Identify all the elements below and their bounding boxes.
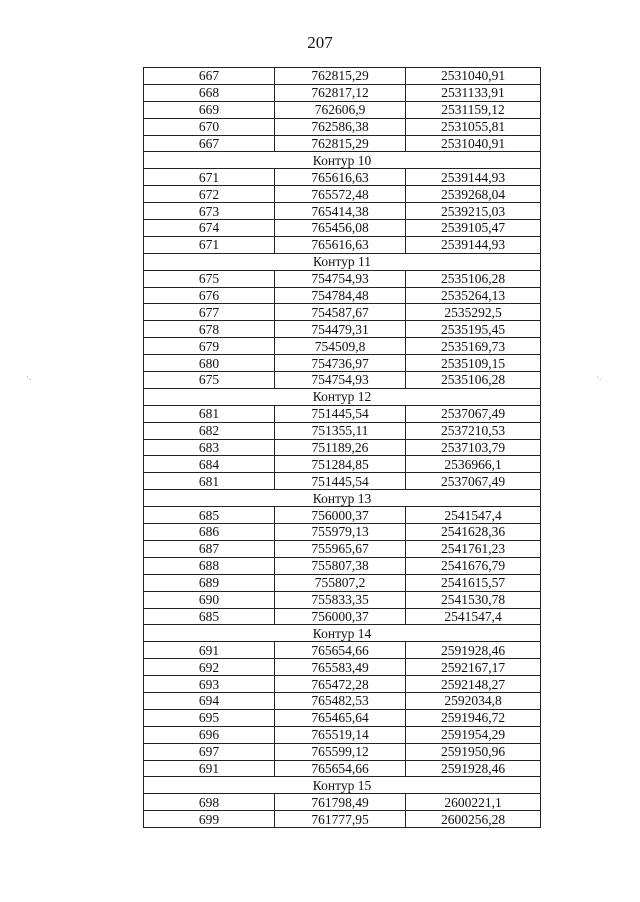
point-number-cell: 699	[144, 811, 275, 828]
x-coordinate-cell: 765572,48	[275, 186, 406, 203]
x-coordinate-cell: 765465,64	[275, 709, 406, 726]
x-coordinate-cell: 762815,29	[275, 68, 406, 85]
y-coordinate-cell: 2539144,93	[406, 236, 541, 253]
x-coordinate-cell: 751355,11	[275, 422, 406, 439]
point-number-cell: 686	[144, 524, 275, 541]
y-coordinate-cell: 2539268,04	[406, 186, 541, 203]
x-coordinate-cell: 751445,54	[275, 405, 406, 422]
y-coordinate-cell: 2537103,79	[406, 439, 541, 456]
x-coordinate-cell: 761798,49	[275, 794, 406, 811]
x-coordinate-cell: 755833,35	[275, 591, 406, 608]
contour-label: Контур 15	[144, 777, 541, 794]
x-coordinate-cell: 765482,53	[275, 692, 406, 709]
point-number-cell: 690	[144, 591, 275, 608]
y-coordinate-cell: 2535109,15	[406, 355, 541, 372]
point-number-cell: 669	[144, 101, 275, 118]
table-row	[144, 642, 541, 659]
table-row	[144, 760, 541, 777]
x-coordinate-cell: 751445,54	[275, 473, 406, 490]
x-coordinate-cell: 765654,66	[275, 760, 406, 777]
point-number-cell: 682	[144, 422, 275, 439]
y-coordinate-cell: 2535106,28	[406, 270, 541, 287]
point-number-cell: 677	[144, 304, 275, 321]
table-row	[144, 84, 541, 101]
y-coordinate-cell: 2535292,5	[406, 304, 541, 321]
point-number-cell: 667	[144, 68, 275, 85]
table-row	[144, 422, 541, 439]
point-number-cell: 687	[144, 540, 275, 557]
point-number-cell: 695	[144, 709, 275, 726]
point-number-cell: 671	[144, 236, 275, 253]
scan-mark-left: ·.	[26, 372, 32, 382]
table-row	[144, 591, 541, 608]
table-row	[144, 473, 541, 490]
point-number-cell: 694	[144, 692, 275, 709]
point-number-cell: 667	[144, 135, 275, 152]
x-coordinate-cell: 756000,37	[275, 608, 406, 625]
x-coordinate-cell: 762817,12	[275, 84, 406, 101]
y-coordinate-cell: 2541615,57	[406, 574, 541, 591]
table-row	[144, 676, 541, 693]
x-coordinate-cell: 755807,38	[275, 557, 406, 574]
y-coordinate-cell: 2592148,27	[406, 676, 541, 693]
x-coordinate-cell: 762815,29	[275, 135, 406, 152]
point-number-cell: 693	[144, 676, 275, 693]
table-row	[144, 439, 541, 456]
y-coordinate-cell: 2531040,91	[406, 135, 541, 152]
y-coordinate-cell: 2531133,91	[406, 84, 541, 101]
x-coordinate-cell: 751284,85	[275, 456, 406, 473]
contour-label: Контур 13	[144, 490, 541, 507]
y-coordinate-cell: 2531040,91	[406, 68, 541, 85]
contour-header-row	[144, 777, 541, 794]
y-coordinate-cell: 2592034,8	[406, 692, 541, 709]
y-coordinate-cell: 2539215,03	[406, 203, 541, 220]
table-row	[144, 169, 541, 186]
x-coordinate-cell: 754754,93	[275, 372, 406, 389]
table-row	[144, 608, 541, 625]
table-row	[144, 692, 541, 709]
point-number-cell: 668	[144, 84, 275, 101]
table-row	[144, 811, 541, 828]
table-row	[144, 659, 541, 676]
point-number-cell: 673	[144, 203, 275, 220]
table-row	[144, 270, 541, 287]
x-coordinate-cell: 754509,8	[275, 338, 406, 355]
contour-label: Контур 14	[144, 625, 541, 642]
point-number-cell: 688	[144, 557, 275, 574]
x-coordinate-cell: 765583,49	[275, 659, 406, 676]
y-coordinate-cell: 2535106,28	[406, 372, 541, 389]
x-coordinate-cell: 754754,93	[275, 270, 406, 287]
x-coordinate-cell: 755979,13	[275, 524, 406, 541]
contour-header-row	[144, 625, 541, 642]
point-number-cell: 681	[144, 473, 275, 490]
x-coordinate-cell: 761777,95	[275, 811, 406, 828]
table-row	[144, 507, 541, 524]
x-coordinate-cell: 754587,67	[275, 304, 406, 321]
point-number-cell: 675	[144, 372, 275, 389]
point-number-cell: 676	[144, 287, 275, 304]
y-coordinate-cell: 2541628,36	[406, 524, 541, 541]
y-coordinate-cell: 2592167,17	[406, 659, 541, 676]
contour-label: Контур 10	[144, 152, 541, 169]
contour-header-row	[144, 388, 541, 405]
contour-header-row	[144, 152, 541, 169]
point-number-cell: 678	[144, 321, 275, 338]
y-coordinate-cell: 2535169,73	[406, 338, 541, 355]
point-number-cell: 675	[144, 270, 275, 287]
contour-header-row	[144, 490, 541, 507]
page-number: 207	[307, 33, 333, 52]
y-coordinate-cell: 2541547,4	[406, 608, 541, 625]
point-number-cell: 671	[144, 169, 275, 186]
table-row	[144, 524, 541, 541]
contour-label: Контур 12	[144, 388, 541, 405]
table-row	[144, 186, 541, 203]
x-coordinate-cell: 754736,97	[275, 355, 406, 372]
point-number-cell: 670	[144, 118, 275, 135]
y-coordinate-cell: 2541530,78	[406, 591, 541, 608]
y-coordinate-cell: 2591928,46	[406, 760, 541, 777]
y-coordinate-cell: 2591946,72	[406, 709, 541, 726]
point-number-cell: 692	[144, 659, 275, 676]
table-row	[144, 304, 541, 321]
x-coordinate-cell: 765519,14	[275, 726, 406, 743]
coordinates-table	[143, 67, 541, 828]
table-row	[144, 743, 541, 760]
x-coordinate-cell: 765414,38	[275, 203, 406, 220]
y-coordinate-cell: 2531055,81	[406, 118, 541, 135]
table-row	[144, 726, 541, 743]
table-row	[144, 287, 541, 304]
x-coordinate-cell: 756000,37	[275, 507, 406, 524]
table-row	[144, 372, 541, 389]
y-coordinate-cell: 2541676,79	[406, 557, 541, 574]
contour-header-row	[144, 253, 541, 270]
x-coordinate-cell: 765599,12	[275, 743, 406, 760]
point-number-cell: 681	[144, 405, 275, 422]
y-coordinate-cell: 2535264,13	[406, 287, 541, 304]
table-row	[144, 220, 541, 237]
contour-label: Контур 11	[144, 253, 541, 270]
x-coordinate-cell: 762606,9	[275, 101, 406, 118]
y-coordinate-cell: 2591950,96	[406, 743, 541, 760]
point-number-cell: 689	[144, 574, 275, 591]
x-coordinate-cell: 754479,31	[275, 321, 406, 338]
y-coordinate-cell: 2531159,12	[406, 101, 541, 118]
point-number-cell: 672	[144, 186, 275, 203]
y-coordinate-cell: 2535195,45	[406, 321, 541, 338]
y-coordinate-cell: 2539144,93	[406, 169, 541, 186]
point-number-cell: 691	[144, 642, 275, 659]
x-coordinate-cell: 765456,08	[275, 220, 406, 237]
point-number-cell: 674	[144, 220, 275, 237]
scan-mark-right: ·.	[596, 372, 602, 382]
point-number-cell: 685	[144, 608, 275, 625]
point-number-cell: 697	[144, 743, 275, 760]
table-row	[144, 709, 541, 726]
y-coordinate-cell: 2600256,28	[406, 811, 541, 828]
y-coordinate-cell: 2539105,47	[406, 220, 541, 237]
y-coordinate-cell: 2536966,1	[406, 456, 541, 473]
x-coordinate-cell: 765616,63	[275, 169, 406, 186]
y-coordinate-cell: 2591928,46	[406, 642, 541, 659]
y-coordinate-cell: 2537210,53	[406, 422, 541, 439]
table-row	[144, 574, 541, 591]
coordinates-table-body	[144, 68, 541, 828]
table-row	[144, 405, 541, 422]
table-row	[144, 236, 541, 253]
x-coordinate-cell: 755807,2	[275, 574, 406, 591]
y-coordinate-cell: 2591954,29	[406, 726, 541, 743]
y-coordinate-cell: 2541547,4	[406, 507, 541, 524]
point-number-cell: 683	[144, 439, 275, 456]
x-coordinate-cell: 751189,26	[275, 439, 406, 456]
table-row	[144, 203, 541, 220]
point-number-cell: 679	[144, 338, 275, 355]
table-row	[144, 540, 541, 557]
x-coordinate-cell: 765616,63	[275, 236, 406, 253]
table-row	[144, 557, 541, 574]
table-row	[144, 794, 541, 811]
y-coordinate-cell: 2537067,49	[406, 473, 541, 490]
table-row	[144, 456, 541, 473]
y-coordinate-cell: 2541761,23	[406, 540, 541, 557]
x-coordinate-cell: 765472,28	[275, 676, 406, 693]
point-number-cell: 691	[144, 760, 275, 777]
point-number-cell: 680	[144, 355, 275, 372]
table-row	[144, 68, 541, 85]
table-row	[144, 118, 541, 135]
point-number-cell: 696	[144, 726, 275, 743]
x-coordinate-cell: 762586,38	[275, 118, 406, 135]
point-number-cell: 698	[144, 794, 275, 811]
x-coordinate-cell: 754784,48	[275, 287, 406, 304]
y-coordinate-cell: 2537067,49	[406, 405, 541, 422]
x-coordinate-cell: 755965,67	[275, 540, 406, 557]
table-row	[144, 135, 541, 152]
y-coordinate-cell: 2600221,1	[406, 794, 541, 811]
x-coordinate-cell: 765654,66	[275, 642, 406, 659]
table-row	[144, 101, 541, 118]
table-row	[144, 321, 541, 338]
point-number-cell: 684	[144, 456, 275, 473]
table-row	[144, 338, 541, 355]
table-row	[144, 355, 541, 372]
point-number-cell: 685	[144, 507, 275, 524]
